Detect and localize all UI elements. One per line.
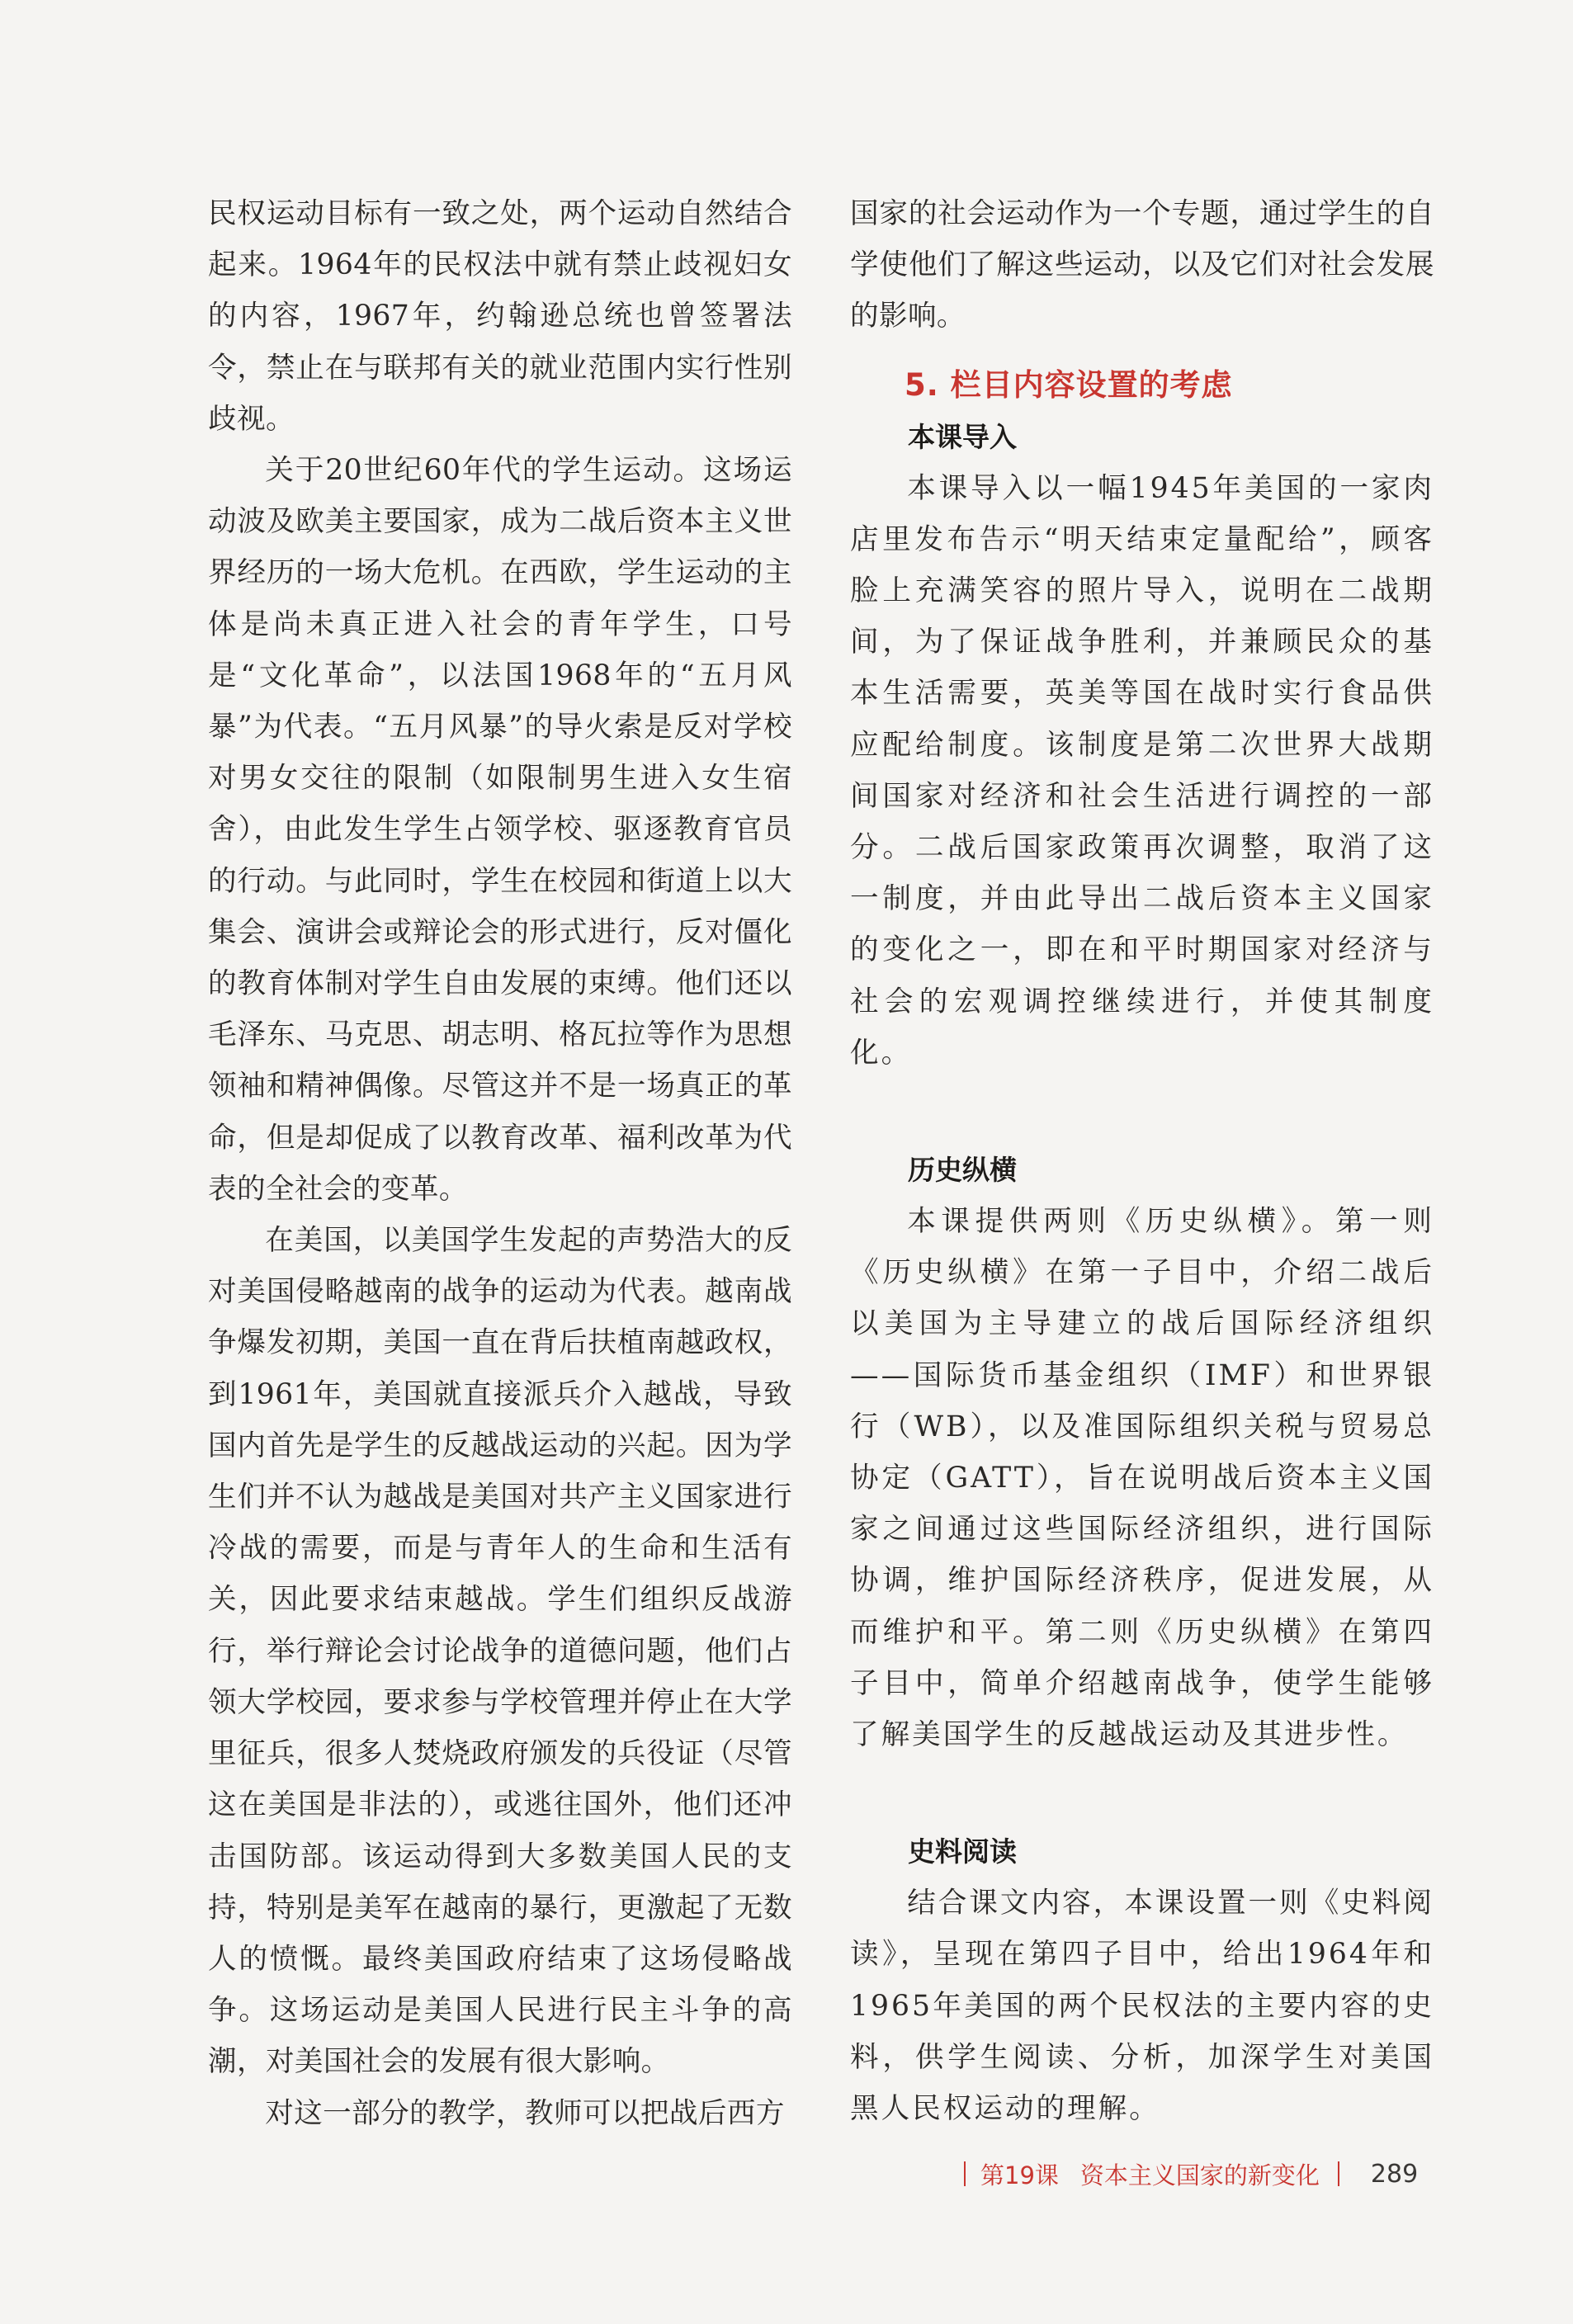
subsection-text: 结合课文内容，本课设置一则《史料阅读》，呈现在第四子目中，给出1964年和1965年美国的两个民权法的主要内容的史料，供学生阅读、分析，加深学生对美国黑人民权运动的理解。 — [850, 1887, 1435, 2126]
page-footer — [964, 2156, 1418, 2192]
right-column — [850, 188, 1434, 2134]
body-paragraph: 在美国，以美国学生发起的声势浩大的反对美国侵略越南的战争的运动为代表。越南战争爆发初期，美国一直在背后扶植南越政权，到1961年，美国就直接派兵介入越战，导致国内首先是学生的反越战运动的兴起。因为学生们并不认为越战是美国对共产主义国家进行冷战的需要，而是与青年人的生命和生活有关，因此要求结束越战。学生们组织反战游行，举行辩论会讨论战争的道德问题，他们占领大学校园，要求参与学校管理并停止在大学里征兵，很多人焚烧政府颁发的兵役证（尽管这在美国是非法的），或逃往国外，他们还冲击国防部。该运动得到大多数美国人民的支持，特别是美军在越南的暴行，更激起了无数人的愤慨。最终美国政府结束了这场侵略战争。这场运动是美国人民进行民主斗争的高潮，对美国社会的发展有很大影响。 — [208, 1224, 792, 2079]
subsection-text: 本课提供两则《历史纵横》。第一则《历史纵横》在第一子目中，介绍二战后以美国为主导建立的战后国际经济组织——国际货币基金组织（IMF）和世界银行（WB），以及准国际组织关税与贸易总协定（GATT），旨在说明战后资本主义国家之间通过这些国际经济组织，进行国际协调，维护国际经济秩序，促进发展，从而维护和平。第二则《历史纵横》在第四子目中，简单介绍越南战争，使学生能够了解美国学生的反越战运动及其进步性。 — [850, 1205, 1434, 1752]
subsection-text: 本课导入以一幅1945年美国的一家肉店里发布告示“明天结束定量配给”，顾客脸上充满笑容的照片导入，说明在二战期间，为了保证战争胜利，并兼顾民众的基本生活需要，英美等国在战时实行食品供应配给制度。该制度是第二次世界大战期间国家对经济和社会生活进行调控的一部分。二战后国家政策再次调整，取消了这一制度，并由此导出二战后资本主义国家的变化之一，即在和平时期国家对经济与社会的宏观调控继续进行，并使其制度化。 — [850, 471, 1434, 1070]
spacer — [850, 1079, 1434, 1145]
body-paragraph: 民权运动目标有一致之处，两个运动自然结合起来。1964年的民权法中就有禁止歧视妇女的内容，1967年，约翰逊总统也曾签署法令，禁止在与联邦有关的就业范围内实行性别歧视。 — [208, 197, 792, 436]
body-paragraph: 对这一部分的教学，教师可以把战后西方 — [265, 2096, 785, 2130]
footer-lesson: 第19课 — [980, 2161, 1059, 2189]
subsection-heading: 历史纵横 — [908, 1154, 1017, 1187]
page-number: 289 — [1370, 2159, 1419, 2189]
section-title: 5. 栏目内容设置的考虑 — [905, 366, 1233, 403]
left-column — [208, 188, 792, 2139]
footer-divider — [1338, 2161, 1339, 2186]
body-paragraph: 关于20世纪60年代的学生运动。这场运动波及欧美主要国家，成为二战后资本主义世界经历的一场大危机。在西欧，学生运动的主体是尚未真正进入社会的青年学生，口号是“文化革命”，以法国1968年的“五月风暴”为代表。“五月风暴”的导火索是反对学校对男女交往的限制（如限制男生进入女生宿舍），由此发生学生占领学校、驱逐教育官员的行动。与此同时，学生在校园和街道上以大集会、演讲会或辩论会的形式进行，反对僵化的教育体制对学生自由发展的束缚。他们还以毛泽东、马克思、胡志明、格瓦拉等作为思想领袖和精神偶像。尽管这并不是一场真正的革命，但是却促成了以教育改革、福利改革为代表的全社会的变革。 — [208, 454, 792, 1206]
spacer — [850, 1760, 1434, 1826]
footer-chapter-title: 资本主义国家的新变化 — [1079, 2161, 1320, 2189]
subsection-heading: 本课导入 — [908, 420, 1017, 453]
subsection-heading: 史料阅读 — [908, 1835, 1017, 1868]
footer-divider — [964, 2161, 966, 2186]
body-paragraph: 国家的社会运动作为一个专题，通过学生的自学使他们了解这些运动，以及它们对社会发展的影响。 — [850, 197, 1434, 333]
